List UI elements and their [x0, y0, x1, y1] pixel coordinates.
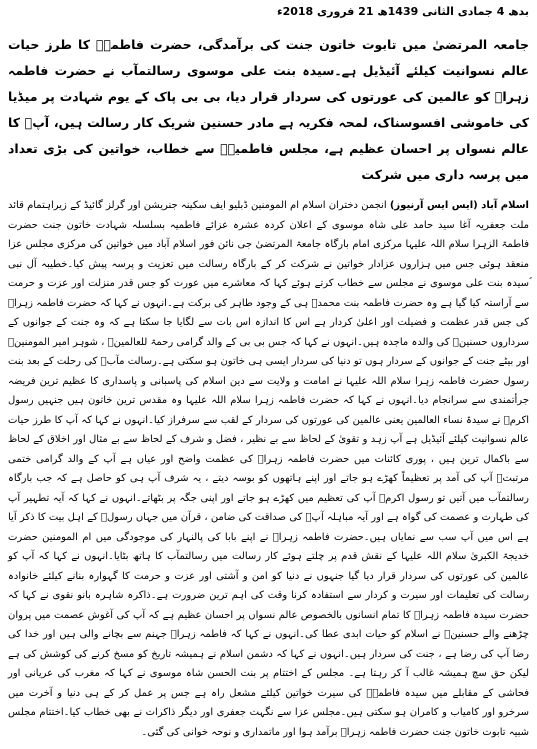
byline: اسلام آباد (ایس ایس آرنیوز) [389, 200, 529, 211]
dateline: بدھ 4 جمادی الثانی 1439ھ 21 فروری 2018ء [276, 5, 529, 18]
headline: جامعہ المرتضیٰ میں تابوت خاتون جنت کی برآمدگی، حضرت فاطمہؑ کا طرز حیات عالم نسوانیت کیلئے آئیڈیل ہے۔سیدہ بنت علی موسوی رسالتمآب نے حضرت فاطمہ زہراؑ کو عالمین کی عورتوں کی سردار قرار دیا، بی بی پاک کے یوم شہادت پر میڈیا کی خاموشی افسوسناک، لمحہ فکریہ ہے مادر حسنین شریک کار رسالت ہیں، آپؑ کا عالم نسواں پر احسان عظیم ہے، مجلس فاطمیہؑ سے خطاب، خواتین کی بڑی تعداد میں پرسہ داری میں شرکت [8, 37, 529, 182]
article-text: انجمن دختران اسلام ام المومنین ڈبلیو ایف سکینہ جنریشن اور گرلز گائیڈ کے زیراہتمام قائد ملت جعفریہ آغا سید حامد علی شاہ موسوی کے اعلان کردہ عشرہ عزائے فاطمیہ بسلسلہ شہادت خاتون جنت حضرت فاطمۃ الزہرا سلام اللہ علیہا مرکزی امام بارگاہ جامعۃ المرتضیٰ جی نائن فور اسلام آباد میں خواتین کی مرکزی مجلس عزا منعقد ہوئی جس میں ہزاروں عزادار خواتین نے شرکت کر کے بارگاہ رسالت میں تعزیت و پرسہ پیش کیا۔خطیبہ آل نبی ؐسیدہ بنت علی موسوی نے مجلس سے خطاب کرتے ہوئے کہا کہ معاشرے میں عورت کو جس قدر منزلت اور عزت و حرمت سے آراستہ کیا گیا ہے وہ حضرت فاطمہ بنت محمدؐ ہی کے وجود طاہر کی برکت ہے۔انہوں نے کہا کہ حضرت فاطمہ زہراؑ کی جس قدر عظمت و فضیلت اور اعلیٰ کردار ہے اس کا اندازہ اس بات سے لگایا جا سکتا ہے کہ وہ جنت کے جوانوں کے سرداروں حسنینؑ کی والدہ ماجدہ ہیں۔انہوں نے کہا کہ جس بی بی کے والد گرامی رحمۃ للعالمینؐ ، شوہر امیر المومنینؑ اور بیٹے جنت کے جوانوں کے سردار ہوں تو دنیا کی سردار ایسی ہی خاتون ہو سکتی ہے۔رسالت مآبؐ کی رحلت کے بعد بنت رسول حضرت فاطمہ زہرا سلام اللہ علیہا نے امامت و ولایت سے دین اسلام کی پاسبانی و پاسداری کا عظیم ترین فریضہ جرأتمندی سے سرانجام دیا۔انہوں نے کہا کہ حضرت فاطمہ زہرا سلام اللہ علیہا وہ مقدس ترین خاتون ہیں جنہیں رسول اکرمؐ نے سیدۃ نساء العالمین یعنی عالمین کی عورتوں کی سردار کے لقب سے سرفراز کیا۔انہوں نے کہا کہ آپ کا طرز حیات عالم نسوانیت کیلئے آئیڈیل ہے آپ زہد و تقویٰ کے لحاظ سے بے نظیر ، فضل و شرف کے لحاظ سے بے مثال اور اخلاق کے لحاظ سے باکمال ترین ہیں ، پوری کائنات میں حضرت فاطمہ زہراؑ کی عظمت واضح اور عیاں ہے آپ کے والد گرامی ختمی مرتبتؐ آپ کی آمد پر تعظیماً کھڑے ہو جاتے اور اپنے ہاتھوں کو بوسہ دیتے ، یہ شرف آپ ہی کو حاصل ہے کہ جب بارگاہ رسالتمآب میں آتیں تو رسول اکرمؐ آپ کی تعظیم میں کھڑے ہو جاتے اور اپنی جگہ پر بٹھاتے۔انہوں نے کہا کہ آیہ تطہیر آپ کی طہارت و عصمت کی گواہ ہے اور آیہ مباہلہ آپؑ کی صداقت کی ضامن ، قرآن میں جہاں رسولؐ کے اہل بیت کا ذکر آیا ہے اس میں آپ سب سے نمایاں ہیں۔حضرت فاطمہ زہراؑ نے اپنے بابا کی پالنہار کی موجودگی میں ام المومنین حضرت خدیجۃ الکبریٰ سلام اللہ علیہا کے نقش قدم پر چلتے ہوئے کار رسالت میں رسالتمآب کا ہاتھ بٹایا۔انہوں نے کہا کہ آپ کو عالمین کی عورتوں کی سردار قرار دیا گیا جنہوں نے دنیا کو امن و آشتی اور عزت و حرمت کا گہوارہ بنانے کیلئے خانوادہ رسالت کی تعلیمات اور سیرت و کردار سے استفادہ کرنا وقت کی اہم ترین ضرورت ہے۔ذاکرہ شاہرہ بانو نقوی نے کہا کہ حضرت سیدہ فاطمہ زہراؑ کا تمام انسانوں بالخصوص عالم نسواں پر احسان عظیم ہے کہ آپ کی آغوش عصمت میں پروان چڑھنے والے حسنینؑ نے اسلام کو حیات ابدی عطا کی۔انہوں نے کہا کہ فاطمہ زہراؑ جہنم سے بچانے والی ہیں اور خدا کی رضا آپ کی رضا ہے ، جنت کی سردار ہیں۔انہوں نے کہا کہ دشمن اسلام نے ہمیشہ تاریخ کو مسخ کرنے کی کوشش کی ہے لیکن حق سچ ہمیشہ غالب آ کر رہتا ہے۔ مجلس کے اختتام پر بنت الحسن شاہ موسوی نے کہا کہ مغرب کی عریانی اور فحاشی کے مقابلے میں سیدہ فاطمہؑ کی سیرت خواتین کیلئے مشعل راہ ہے جس پر عمل کر کے ہی دنیا و آخرت میں سرخرو اور کامیاب و کامران ہو سکتی ہیں۔مجلس عزا سے نگہت جعفری اور دیگر ذاکرات نے بھی خطاب کیا۔اختتام مجلس شبیہ تابوت خاتون جنت حضرت فاطمہ زہراؑ برآمد ہوا اور ماتمداری و نوحہ خوانی کی گئی۔ [8, 200, 529, 738]
article-body [8, 196, 529, 742]
